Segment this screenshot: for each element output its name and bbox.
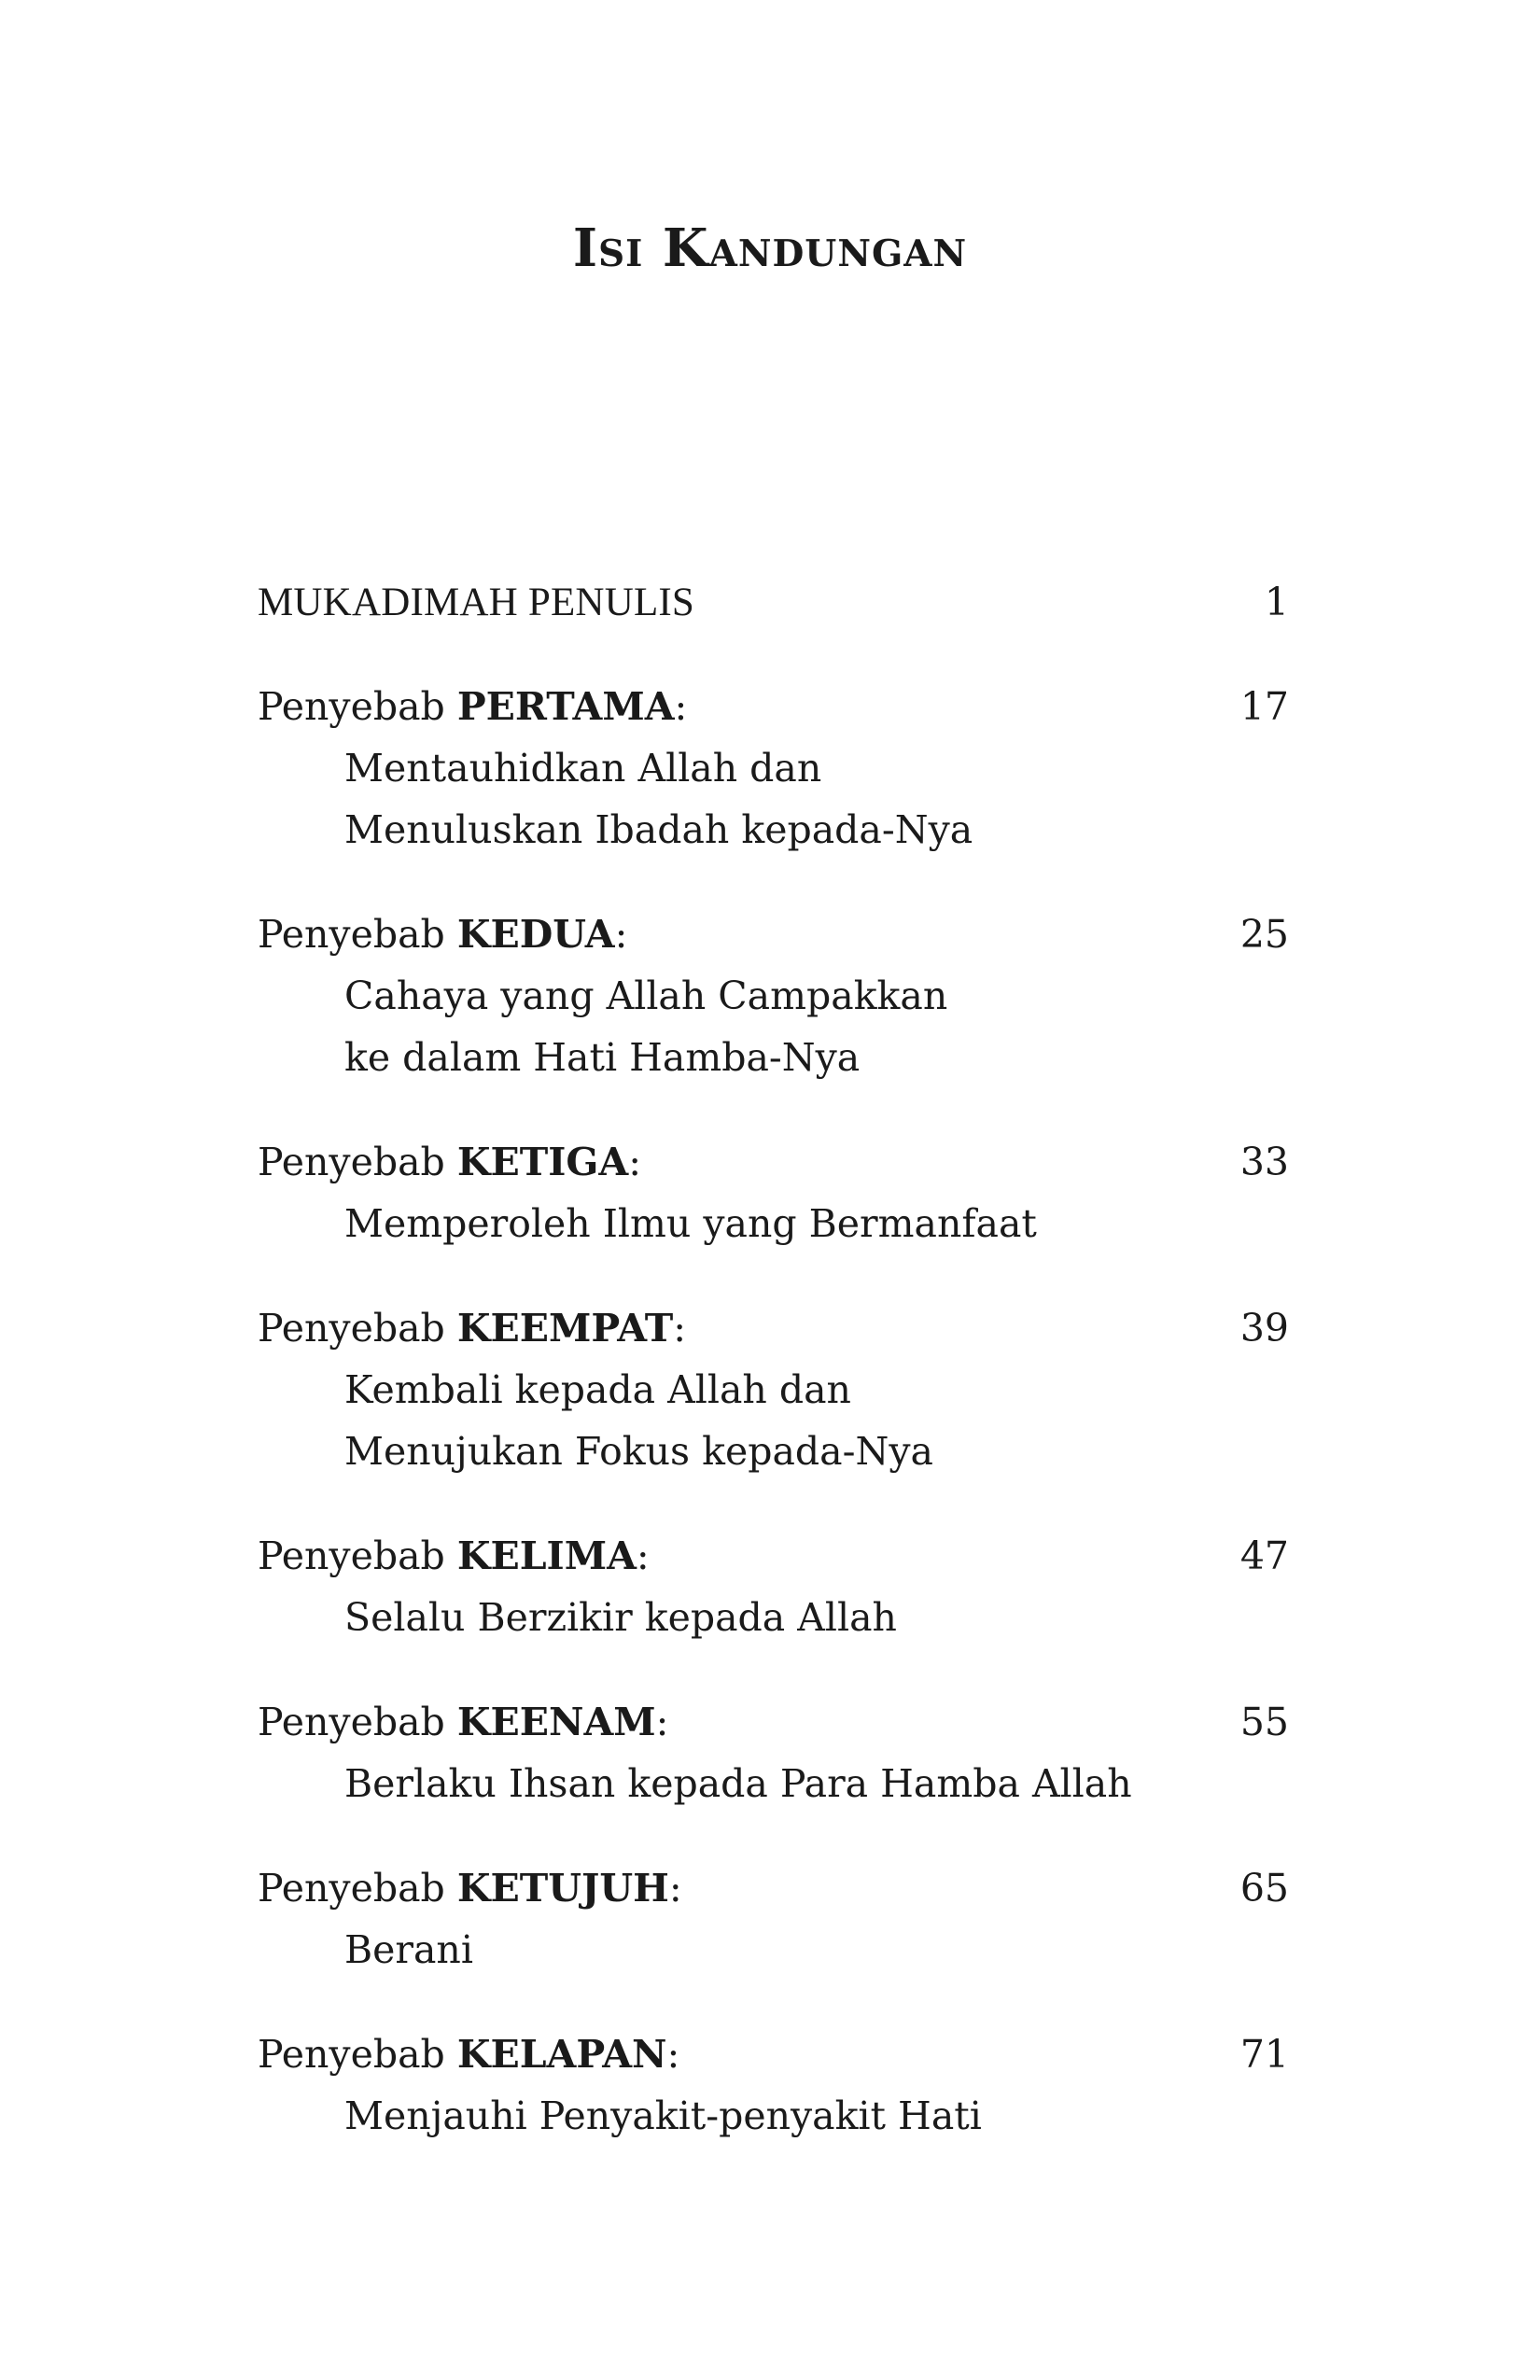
toc-entry-subtitle: Menjauhi Penyakit-penyakit Hati — [344, 2093, 982, 2138]
toc-entry-prefix: Penyebab — [258, 684, 445, 729]
toc-page-number: 65 — [1239, 1866, 1289, 1911]
toc-entry-2[interactable] — [258, 903, 1289, 1088]
toc-entry-prefix: Penyebab — [258, 1306, 445, 1351]
toc-entry-6[interactable] — [258, 1691, 1289, 1814]
toc-entry-7[interactable] — [258, 1857, 1289, 1981]
toc-entry-prefix: Penyebab — [258, 1533, 445, 1578]
toc-entry-colon: : — [666, 2032, 680, 2077]
toc-entry-heading — [258, 571, 1289, 633]
toc-entry-subtitle: Berani — [344, 1927, 473, 1972]
toc-entry-colon: : — [673, 1306, 687, 1351]
toc-entry-subtitle: Mentauhidkan Allah dan — [344, 746, 822, 791]
toc-entry-subtitle: Selalu Berzikir kepada Allah — [344, 1595, 897, 1640]
toc-entry-subtitle: Kembali kepada Allah dan — [344, 1367, 851, 1412]
toc-page-number: 17 — [1239, 684, 1289, 729]
toc-entry-subtitle: ke dalam Hati Hamba-Nya — [344, 1035, 861, 1080]
page-title: Isi Kandungan — [572, 217, 968, 279]
toc-entry-ordinal: PERTAMA — [456, 684, 675, 729]
toc-entry-ordinal: KEDUA — [456, 912, 615, 957]
toc-entry-subtitle: Berlaku Ihsan kepada Para Hamba Allah — [344, 1761, 1132, 1806]
toc-entry-title: MUKADIMAH PENULIS — [258, 581, 695, 624]
toc-entry-colon: : — [674, 684, 688, 729]
toc-entry-colon: : — [614, 912, 628, 957]
toc-page-number: 71 — [1239, 2032, 1289, 2077]
toc-entry-subtitle: Menujukan Fokus kepada-Nya — [344, 1429, 933, 1474]
toc-entry-ordinal: KETUJUH — [456, 1866, 669, 1911]
toc-entry-5[interactable] — [258, 1525, 1289, 1648]
toc-page-number: 1 — [1264, 580, 1289, 624]
toc-entry-ordinal: KELIMA — [456, 1533, 637, 1578]
toc-entry-prefix: Penyebab — [258, 1866, 445, 1911]
toc-entry-heading — [258, 676, 1289, 737]
toc-entry-heading — [258, 1297, 1289, 1359]
toc-entry-prefix: Penyebab — [258, 1140, 445, 1184]
toc-entry-colon: : — [636, 1533, 650, 1578]
toc-entry-ordinal: KELAPAN — [456, 2032, 667, 2077]
toc-entry-1[interactable] — [258, 676, 1289, 861]
toc-entry-heading — [258, 1691, 1289, 1753]
toc-page-number: 25 — [1239, 912, 1289, 957]
toc-entry-heading — [258, 1131, 1289, 1193]
toc-entry-colon: : — [628, 1140, 642, 1184]
toc-entry-prefix: Penyebab — [258, 2032, 445, 2077]
toc-entry-4[interactable] — [258, 1297, 1289, 1482]
toc-entry-colon: : — [668, 1866, 682, 1911]
toc-entry-heading — [258, 1857, 1289, 1919]
table-of-contents — [258, 571, 1289, 2190]
toc-entry-3[interactable] — [258, 1131, 1289, 1254]
toc-entry-ordinal: KEENAM — [456, 1700, 656, 1744]
toc-entry-heading — [258, 1525, 1289, 1587]
toc-entry-subtitle: Memperoleh Ilmu yang Bermanfaat — [344, 1201, 1037, 1246]
toc-entry-heading — [258, 903, 1289, 965]
toc-entry-prefix: Penyebab — [258, 912, 445, 957]
toc-entry-colon: : — [655, 1700, 669, 1744]
toc-page-number: 33 — [1239, 1140, 1289, 1184]
toc-entry-subtitle: Menuluskan Ibadah kepada-Nya — [344, 807, 973, 852]
toc-entry-ordinal: KETIGA — [456, 1140, 629, 1184]
toc-page-number: 47 — [1239, 1533, 1289, 1578]
toc-entry-prefix: Penyebab — [258, 1700, 445, 1744]
toc-page-number: 55 — [1239, 1700, 1289, 1744]
toc-entry-8[interactable] — [258, 2023, 1289, 2147]
toc-page-number: 39 — [1239, 1306, 1289, 1351]
toc-entry-ordinal: KEEMPAT — [456, 1306, 674, 1351]
toc-entry-intro[interactable] — [258, 571, 1289, 633]
toc-entry-subtitle: Cahaya yang Allah Campakkan — [344, 973, 948, 1018]
toc-entry-heading — [258, 2023, 1289, 2085]
